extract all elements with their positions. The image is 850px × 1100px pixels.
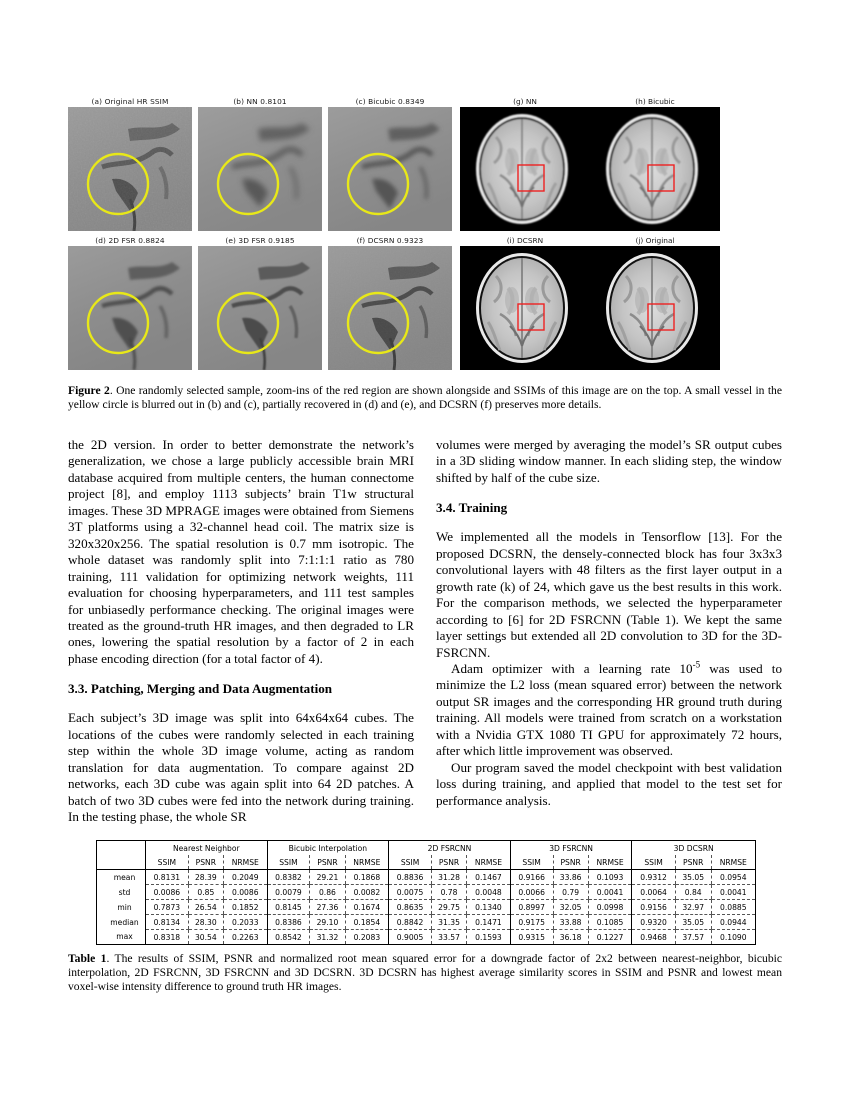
cell-std-nn-nrmse: 0.0086	[223, 885, 267, 900]
row-label-median: median	[97, 915, 146, 930]
table-row	[97, 870, 756, 885]
zoom-panel-a	[68, 96, 192, 231]
panel-e-caption: (e) 3D FSR 0.9185	[225, 236, 295, 245]
figure-caption	[68, 384, 782, 412]
cell-max-dcsrn-nrmse: 0.1090	[711, 930, 755, 945]
cell-max-2dfsr-ssim: 0.9005	[389, 930, 432, 945]
table-caption-text: . The results of SSIM, PSNR and normalized root mean squared error for a downgrade factor of 2x2 between nearest-neighbor, bicubic interpolation, 2D FSRCNN, 3D FSRCNN and 3D DCSRN. 3D DCSRN has highest average similarity scores in SSIM and PSNR and lowest mean voxel-wise intensity difference to ground truth HR images.	[68, 952, 782, 994]
learning-rate-exponent: -5	[692, 659, 701, 670]
metric-2dfsr-ssim: SSIM	[389, 855, 432, 870]
cell-min-nn-nrmse: 0.1852	[223, 900, 267, 915]
results-table	[96, 840, 756, 945]
right-paragraph-3	[436, 661, 782, 760]
metric-corner	[97, 855, 146, 870]
cell-min-bic-psnr: 27.36	[310, 900, 345, 915]
cell-std-dcsrn-nrmse: 0.0041	[711, 885, 755, 900]
metric-dcsrn-psnr: PSNR	[675, 855, 711, 870]
cell-std-bic-nrmse: 0.0082	[345, 885, 389, 900]
row-label-mean: mean	[97, 870, 146, 885]
cell-mean-2dfsr-psnr: 31.28	[431, 870, 466, 885]
cell-mean-bic-nrmse: 0.1868	[345, 870, 389, 885]
cell-std-nn-ssim: 0.0086	[146, 885, 189, 900]
cell-min-dcsrn-ssim: 0.9156	[632, 900, 675, 915]
cell-median-nn-nrmse: 0.2033	[223, 915, 267, 930]
cell-max-2dfsr-nrmse: 0.1593	[467, 930, 511, 945]
cell-mean-dcsrn-nrmse: 0.0954	[711, 870, 755, 885]
right-paragraph-4: Our program saved the model checkpoint with best validation loss during training, and applied that model to the test set for performance analysis.	[436, 759, 782, 808]
cell-median-2dfsr-ssim: 0.8842	[389, 915, 432, 930]
metric-3dfsr-ssim: SSIM	[510, 855, 553, 870]
table-1-container	[96, 840, 756, 945]
cell-min-bic-nrmse: 0.1674	[345, 900, 389, 915]
group-header-3d-dcsrn: 3D DCSRN	[632, 841, 756, 856]
cell-std-dcsrn-ssim: 0.0064	[632, 885, 675, 900]
cell-max-2dfsr-psnr: 33.57	[431, 930, 466, 945]
cell-min-3dfsr-nrmse: 0.0998	[588, 900, 632, 915]
right-paragraph-3-part-a: Adam optimizer with a learning rate 10	[451, 660, 693, 676]
group-header-bicubic: Bicubic Interpolation	[267, 841, 389, 856]
cell-std-bic-psnr: 0.86	[310, 885, 345, 900]
panel-f-caption: (f) DCSRN 0.9323	[356, 236, 424, 245]
cell-min-2dfsr-psnr: 29.75	[431, 900, 466, 915]
cell-std-3dfsr-psnr: 0.79	[553, 885, 588, 900]
brain-j-caption: (j) Original	[635, 236, 675, 245]
panel-f-image	[328, 246, 452, 370]
cell-median-bic-psnr: 29.10	[310, 915, 345, 930]
cell-mean-3dfsr-nrmse: 0.1093	[588, 870, 632, 885]
cell-mean-bic-psnr: 29.21	[310, 870, 345, 885]
metric-nn-nrmse: NRMSE	[223, 855, 267, 870]
figure-caption-text: . One randomly selected sample, zoom-ins of the red region are shown alongside and SSIMs of this image are on the top. A small vessel in the yellow circle is blurred out in (b) and (c), partially recovered in (d) and (e), and DCSRN (f) preserves more details.	[68, 384, 783, 412]
cell-max-dcsrn-ssim: 0.9468	[632, 930, 675, 945]
cell-mean-dcsrn-psnr: 35.05	[675, 870, 711, 885]
cell-median-dcsrn-psnr: 35.05	[675, 915, 711, 930]
row-label-std: std	[97, 885, 146, 900]
cell-mean-nn-ssim: 0.8131	[146, 870, 189, 885]
brain-h-caption: (h) Bicubic	[635, 97, 675, 106]
cell-max-3dfsr-nrmse: 0.1227	[588, 930, 632, 945]
metric-bic-psnr: PSNR	[310, 855, 345, 870]
cell-min-3dfsr-ssim: 0.8997	[510, 900, 553, 915]
cell-mean-2dfsr-ssim: 0.8836	[389, 870, 432, 885]
figure-row-bottom	[68, 235, 782, 370]
table-caption	[68, 952, 782, 995]
cell-max-3dfsr-ssim: 0.9315	[510, 930, 553, 945]
right-paragraph-2: We implemented all the models in Tensorflow [13]. For the proposed DCSRN, the densely-connected block has four 3x3x3 convolutional layers with 48 filters as the first layer output in a growth rate (k) of 24, which gave us the best results in this work. For the comparison methods, we selected the hyperparameter according to [6] for 2D FSRCNN (Table 1). We kept the same layer settings but extended all 2D convolution to 3D for the 3D-FSRCNN.	[436, 529, 782, 660]
panel-a-caption: (a) Original HR SSIM	[91, 97, 169, 106]
brain-row-top	[460, 96, 720, 231]
panel-b-caption: (b) NN 0.8101	[233, 97, 287, 106]
panel-b-image	[198, 107, 322, 231]
cell-std-2dfsr-nrmse: 0.0048	[467, 885, 511, 900]
cell-median-bic-nrmse: 0.1854	[345, 915, 389, 930]
cell-min-3dfsr-psnr: 32.05	[553, 900, 588, 915]
cell-std-2dfsr-psnr: 0.78	[431, 885, 466, 900]
section-heading-3-4: 3.4. Training	[436, 500, 508, 516]
figure-grid	[68, 96, 782, 370]
panel-d-image	[68, 246, 192, 370]
cell-max-nn-ssim: 0.8318	[146, 930, 189, 945]
group-header-3d-fsrcnn: 3D FSRCNN	[510, 841, 632, 856]
cell-std-2dfsr-ssim: 0.0075	[389, 885, 432, 900]
cell-max-bic-nrmse: 0.2083	[345, 930, 389, 945]
cell-median-3dfsr-ssim: 0.9175	[510, 915, 553, 930]
cell-median-2dfsr-psnr: 31.35	[431, 915, 466, 930]
right-paragraph-3-part-b: was used to minimize the L2 loss (mean squared error) between the network output SR images and the corresponding HR ground truth during training. All models were trained from scratch on a workstation with a Nvidia GTX 1080 TI GPU for approximately 72 hours, after which little improvement was observed.	[436, 660, 782, 759]
cell-mean-3dfsr-psnr: 33.86	[553, 870, 588, 885]
cell-median-3dfsr-psnr: 33.88	[553, 915, 588, 930]
panel-d-caption: (d) 2D FSR 0.8824	[95, 236, 165, 245]
cell-median-dcsrn-ssim: 0.9320	[632, 915, 675, 930]
table-row	[97, 885, 756, 900]
metric-nn-psnr: PSNR	[188, 855, 223, 870]
row-label-min: min	[97, 900, 146, 915]
body-column-right	[436, 437, 782, 809]
cell-mean-nn-psnr: 28.39	[188, 870, 223, 885]
right-paragraph-1: volumes were merged by averaging the model’s SR output cubes in a 3D sliding window manner. In each sliding step, the window shifted by half of the cube size.	[436, 437, 782, 485]
table-caption-label: Table 1	[68, 952, 107, 965]
table-row	[97, 930, 756, 945]
body-column-left	[68, 437, 414, 826]
cell-mean-2dfsr-nrmse: 0.1467	[467, 870, 511, 885]
brain-g-caption: (g) NN	[513, 97, 537, 106]
cell-mean-bic-ssim: 0.8382	[267, 870, 310, 885]
metric-2dfsr-nrmse: NRMSE	[467, 855, 511, 870]
figure-row-top	[68, 96, 782, 231]
table-group-header-row	[97, 841, 756, 856]
cell-min-bic-ssim: 0.8145	[267, 900, 310, 915]
cell-min-nn-ssim: 0.7873	[146, 900, 189, 915]
cell-mean-dcsrn-ssim: 0.9312	[632, 870, 675, 885]
brain-row-bottom	[460, 235, 720, 370]
metric-dcsrn-ssim: SSIM	[632, 855, 675, 870]
brain-i-caption: (i) DCSRN	[506, 236, 544, 245]
table-head	[97, 841, 756, 870]
cell-max-dcsrn-psnr: 37.57	[675, 930, 711, 945]
cell-std-3dfsr-nrmse: 0.0041	[588, 885, 632, 900]
zoom-panel-f	[328, 235, 452, 370]
cell-min-2dfsr-nrmse: 0.1340	[467, 900, 511, 915]
cell-max-nn-nrmse: 0.2263	[223, 930, 267, 945]
cell-max-bic-psnr: 31.32	[310, 930, 345, 945]
cell-max-nn-psnr: 30.54	[188, 930, 223, 945]
metric-2dfsr-psnr: PSNR	[431, 855, 466, 870]
cell-std-3dfsr-ssim: 0.0066	[510, 885, 553, 900]
figure-2	[68, 96, 782, 370]
zoom-panel-e	[198, 235, 322, 370]
cell-max-3dfsr-psnr: 36.18	[553, 930, 588, 945]
cell-min-2dfsr-ssim: 0.8635	[389, 900, 432, 915]
panel-c-image	[328, 107, 452, 231]
cell-min-nn-psnr: 26.54	[188, 900, 223, 915]
figure-caption-label: Figure 2	[68, 384, 110, 397]
table-row	[97, 900, 756, 915]
cell-std-nn-psnr: 0.85	[188, 885, 223, 900]
panel-c-caption: (c) Bicubic 0.8349	[355, 97, 425, 106]
cell-std-dcsrn-psnr: 0.84	[675, 885, 711, 900]
left-paragraph-2: Each subject’s 3D image was split into 64x64x64 cubes. The locations of the cubes were randomly selected in each training step within the whole 3D image volume, acting as random translation for data augmentation. To compare against 2D networks, each 3D cube was again split into 64 2D patches. A batch of two 3D cubes were fed into the network during training. In the testing phase, the whole SR	[68, 710, 414, 825]
metric-3dfsr-nrmse: NRMSE	[588, 855, 632, 870]
cell-median-nn-ssim: 0.8134	[146, 915, 189, 930]
table-row	[97, 915, 756, 930]
panel-a-image	[68, 107, 192, 231]
cell-std-bic-ssim: 0.0079	[267, 885, 310, 900]
metric-3dfsr-psnr: PSNR	[553, 855, 588, 870]
metric-nn-ssim: SSIM	[146, 855, 189, 870]
left-paragraph-1: the 2D version. In order to better demonstrate the network’s generalization, we chose a large publicly accessible brain MRI database acquired from multiple centers, the human connectome project [8], and employ 1113 subjects’ brain T1w structural images. These 3D MPRAGE images were obtained from Siemens 3T platforms using a 32-channel head coil. The matrix size is 320x320x256. The spatial resolution is 0.7 mm isotropic. The whole dataset was randomly split into 7:1:1:1 ratio as 780 training, 111 validation for optimizing network weights, 111 evaluation for choosing hyperparameters, and 111 test samples for unbiasedly performance checking. The original images were treated as the ground-truth HR images, and then degraded to LR ones, lowering the spatial resolution by a factor of 2 in each phase encoding direction (for a total factor of 4).	[68, 437, 414, 666]
cell-min-dcsrn-psnr: 32.97	[675, 900, 711, 915]
metric-dcsrn-nrmse: NRMSE	[711, 855, 755, 870]
zoom-panel-b	[198, 96, 322, 231]
row-label-max: max	[97, 930, 146, 945]
cell-median-2dfsr-nrmse: 0.1471	[467, 915, 511, 930]
section-heading-3-3: 3.3. Patching, Merging and Data Augmentation	[68, 681, 333, 697]
brain-image-top	[460, 107, 720, 231]
cell-mean-3dfsr-ssim: 0.9166	[510, 870, 553, 885]
table-metric-header-row	[97, 855, 756, 870]
cell-median-dcsrn-nrmse: 0.0944	[711, 915, 755, 930]
panel-e-image	[198, 246, 322, 370]
cell-median-nn-psnr: 28.30	[188, 915, 223, 930]
table-body	[97, 870, 756, 945]
brain-image-bottom	[460, 246, 720, 370]
table-corner-cell	[97, 841, 146, 856]
group-header-2d-fsrcnn: 2D FSRCNN	[389, 841, 511, 856]
zoom-panel-d	[68, 235, 192, 370]
cell-max-bic-ssim: 0.8542	[267, 930, 310, 945]
metric-bic-ssim: SSIM	[267, 855, 310, 870]
cell-median-bic-ssim: 0.8386	[267, 915, 310, 930]
metric-bic-nrmse: NRMSE	[345, 855, 389, 870]
cell-median-3dfsr-nrmse: 0.1085	[588, 915, 632, 930]
cell-mean-nn-nrmse: 0.2049	[223, 870, 267, 885]
cell-min-dcsrn-nrmse: 0.0885	[711, 900, 755, 915]
zoom-panel-c	[328, 96, 452, 231]
group-header-nearest-neighbor: Nearest Neighbor	[146, 841, 268, 856]
